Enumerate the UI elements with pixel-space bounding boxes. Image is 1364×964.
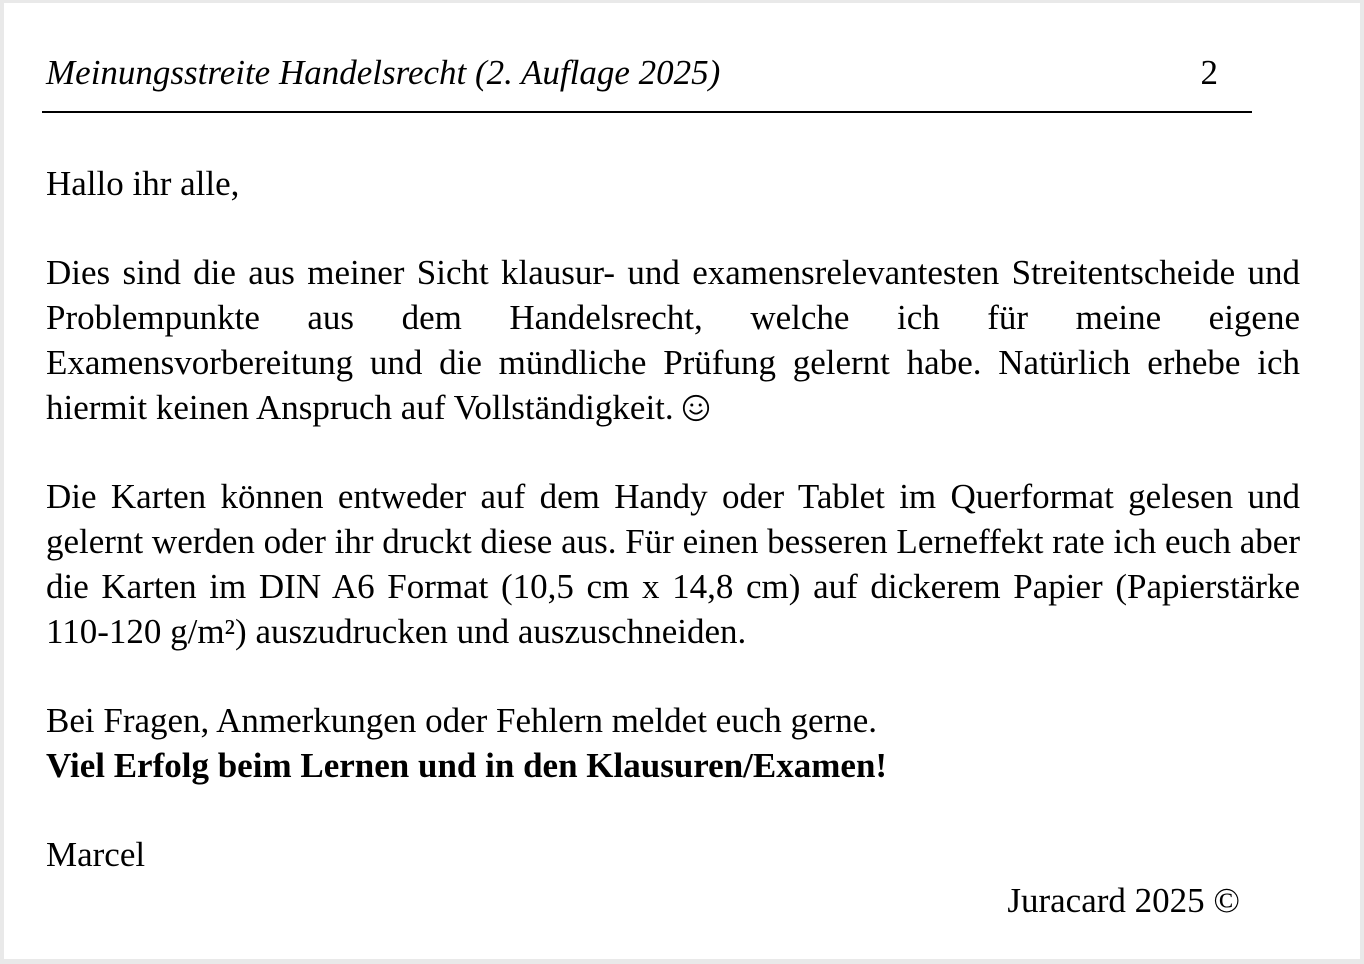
questions-line: Bei Fragen, Anmerkungen oder Fehlern meldet euch gerne.: [46, 701, 877, 740]
header-title: Meinungsstreite Handelsrecht (2. Auflage 2025): [46, 53, 721, 92]
print-instructions-paragraph: Die Karten können entweder auf dem Handy oder Tablet im Querformat gelesen und gelernt werden oder ihr druckt diese aus. Für einen besseren Lerneffekt rate ich euch aber die Karten im DIN A6 Format (10,5 cm x 14,8 cm) auf dickerem Papier (Papierstärke 110-120 g/m²) auszudrucken und auszuschneiden.: [46, 477, 1300, 651]
smiley-face-icon: [682, 394, 710, 422]
document-page: [4, 3, 1360, 959]
copyright-footer: Juracard 2025 ©: [1007, 881, 1240, 920]
page-number: 2: [1200, 53, 1218, 92]
signature: Marcel: [46, 835, 146, 874]
intro-paragraph-text: Dies sind die aus meiner Sicht klausur- und examensrelevantesten Streitentscheide und Problempunkte aus dem Handelsrecht, welche ich für meine eigene Examensvorbereitung und die mündliche Prüfung gelernt habe. Natürlich erhebe ich hiermit keinen Anspruch auf Vollständigkeit.: [46, 253, 1300, 427]
greeting: Hallo ihr alle,: [46, 164, 240, 203]
intro-paragraph: [46, 250, 1300, 430]
closing-wish: Viel Erfolg beim Lernen und in den Klausuren/Examen!: [46, 746, 888, 785]
page-header: [42, 53, 1252, 113]
